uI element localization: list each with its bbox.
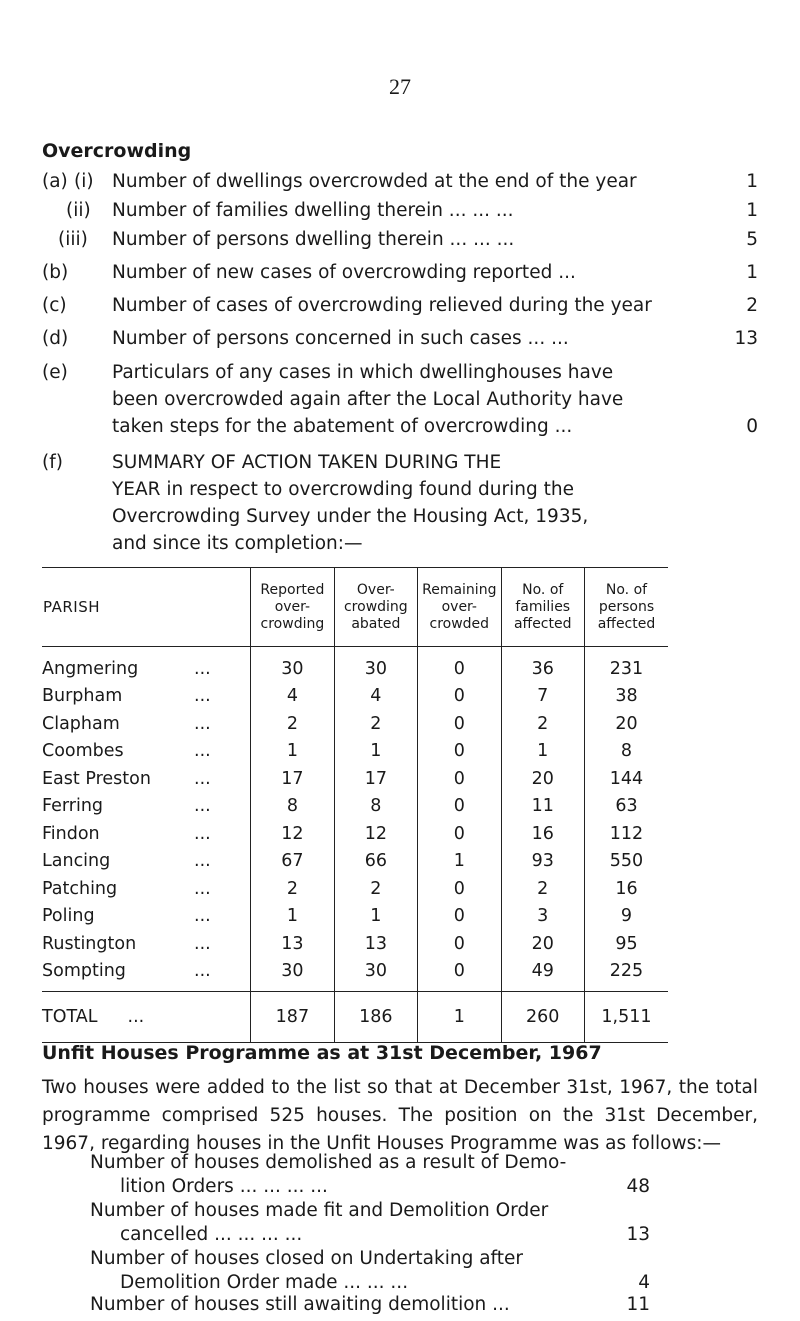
cell-families: 7: [501, 683, 584, 711]
cell-remaining: 0: [418, 875, 501, 903]
item-f-text-line-1: SUMMARY OF ACTION TAKEN DURING THE: [112, 452, 502, 473]
cell-reported: 13: [251, 930, 334, 958]
cell-families: 20: [501, 930, 584, 958]
item-f-text-line-4: and since its completion:—: [112, 533, 363, 554]
cell-parish: Lancing ...: [42, 851, 211, 872]
cell-abated: 2: [334, 875, 417, 903]
made-fit-value: 13: [626, 1224, 650, 1245]
cell-remaining: 0: [418, 683, 501, 711]
cell-families: 49: [501, 958, 584, 992]
cell-persons: 95: [584, 930, 668, 958]
item-c-value: 2: [746, 295, 758, 316]
cell-abated: 1: [334, 903, 417, 931]
cell-families: 16: [501, 820, 584, 848]
item-a-i-label: (i): [74, 171, 94, 192]
page-number: 27: [389, 74, 411, 99]
cell-reported: 1: [251, 738, 334, 766]
cell-families: 3: [501, 903, 584, 931]
demolished-value: 48: [626, 1176, 650, 1197]
table-row: [42, 683, 668, 711]
table-row: [42, 930, 668, 958]
cell-abated: 12: [334, 820, 417, 848]
cell-remaining: 0: [418, 793, 501, 821]
item-e-text-line-3: taken steps for the abatement of overcrowding ...: [112, 416, 573, 437]
cell-reported: 12: [251, 820, 334, 848]
item-d-text: Number of persons concerned in such cases ... ...: [112, 328, 569, 349]
cell-persons: 231: [584, 647, 668, 683]
cell-remaining: 0: [418, 930, 501, 958]
cell-parish: Angmering ...: [42, 658, 211, 679]
cell-abated: 1: [334, 738, 417, 766]
cell-persons: 9: [584, 903, 668, 931]
cell-reported: 30: [251, 647, 334, 683]
cell-families: 11: [501, 793, 584, 821]
cell-remaining: 0: [418, 820, 501, 848]
item-e-label: (e): [42, 362, 68, 383]
item-f-text-line-2: YEAR in respect to overcrowding found during the: [112, 479, 574, 500]
cell-remaining: 0: [418, 765, 501, 793]
cell-remaining: 0: [418, 647, 501, 683]
unfit-houses-paragraph: Two houses were added to the list so that at December 31st, 1967, the total programme comprised 525 houses. The position on the 31st December, 1967, regarding houses in the Unfit Houses Programme was as follows:—: [42, 1077, 758, 1154]
item-e-value: 0: [746, 416, 758, 437]
item-c-label: (c): [42, 295, 67, 316]
cell-abated: 17: [334, 765, 417, 793]
overcrowding-heading: Overcrowding: [42, 140, 192, 162]
item-e-text-line-1: Particulars of any cases in which dwellinghouses have: [112, 362, 614, 383]
demolished-line-1: Number of houses demolished as a result of Demo-: [90, 1152, 567, 1173]
awaiting-line: Number of houses still awaiting demolition ...: [90, 1294, 510, 1315]
table-row: [42, 647, 668, 683]
cell-families: 2: [501, 710, 584, 738]
header-persons: No. of persons affected: [584, 568, 668, 647]
item-b-value: 1: [746, 262, 758, 283]
cell-remaining: 0: [418, 958, 501, 992]
cell-reported: 30: [251, 958, 334, 992]
item-d-value: 13: [734, 328, 758, 349]
item-a-ii-text: Number of families dwelling therein ... ... ...: [112, 200, 514, 221]
cell-persons: 63: [584, 793, 668, 821]
cell-reported: 2: [251, 710, 334, 738]
cell-families: 1: [501, 738, 584, 766]
cell-parish: East Preston ...: [42, 768, 211, 789]
cell-reported: 4: [251, 683, 334, 711]
table-row: [42, 848, 668, 876]
header-remaining: Remaining over- crowded: [418, 568, 501, 647]
overcrowding-summary-table: [42, 567, 668, 1043]
item-a-ii-value: 1: [746, 200, 758, 221]
cell-parish: Poling ...: [42, 906, 211, 927]
item-a-i-text: Number of dwellings overcrowded at the end of the year: [112, 171, 637, 192]
cell-families: 2: [501, 875, 584, 903]
cell-reported: 67: [251, 848, 334, 876]
cell-families: 93: [501, 848, 584, 876]
item-a-ii-label: (ii): [66, 200, 91, 221]
cell-families: 36: [501, 647, 584, 683]
cell-parish: Rustington ...: [42, 933, 211, 954]
item-f-label: (f): [42, 452, 63, 473]
total-label: TOTAL ...: [42, 992, 251, 1043]
cell-reported: 17: [251, 765, 334, 793]
cell-parish: Patching ...: [42, 878, 211, 899]
cell-families: 20: [501, 765, 584, 793]
table-row: [42, 738, 668, 766]
total-reported: 187: [251, 992, 334, 1043]
table-header-row: [42, 568, 668, 647]
cell-abated: 30: [334, 647, 417, 683]
header-reported: Reported over- crowding: [251, 568, 334, 647]
table-body: [42, 647, 668, 992]
cell-remaining: 0: [418, 710, 501, 738]
item-a-iii-value: 5: [746, 229, 758, 250]
cell-persons: 144: [584, 765, 668, 793]
cell-remaining: 0: [418, 903, 501, 931]
cell-persons: 225: [584, 958, 668, 992]
closed-line-1: Number of houses closed on Undertaking after: [90, 1248, 523, 1269]
table-row: [42, 765, 668, 793]
header-parish: PARISH: [42, 568, 251, 647]
cell-persons: 112: [584, 820, 668, 848]
item-b-label: (b): [42, 262, 69, 283]
header-abated: Over- crowding abated: [334, 568, 417, 647]
item-a-label: (a): [42, 171, 68, 192]
cell-persons: 550: [584, 848, 668, 876]
item-b-text: Number of new cases of overcrowding reported ...: [112, 262, 576, 283]
cell-remaining: 0: [418, 738, 501, 766]
item-a-iii-label: (iii): [58, 229, 88, 250]
cell-reported: 1: [251, 903, 334, 931]
cell-abated: 13: [334, 930, 417, 958]
made-fit-line-1: Number of houses made fit and Demolition Order: [90, 1200, 549, 1221]
cell-persons: 20: [584, 710, 668, 738]
item-a-iii-text: Number of persons dwelling therein ... ... ...: [112, 229, 515, 250]
demolished-line-2: lition Orders ... ... ... ...: [120, 1176, 328, 1197]
cell-parish: Coombes ...: [42, 741, 211, 762]
cell-abated: 8: [334, 793, 417, 821]
awaiting-value: 11: [626, 1294, 650, 1315]
closed-value: 4: [638, 1272, 650, 1293]
item-f-text-line-3: Overcrowding Survey under the Housing Act, 1935,: [112, 506, 589, 527]
table-row: [42, 710, 668, 738]
cell-reported: 8: [251, 793, 334, 821]
total-abated: 186: [334, 992, 417, 1043]
cell-persons: 8: [584, 738, 668, 766]
cell-remaining: 1: [418, 848, 501, 876]
closed-line-2: Demolition Order made ... ... ...: [120, 1272, 409, 1293]
cell-persons: 16: [584, 875, 668, 903]
item-a-i-value: 1: [746, 171, 758, 192]
total-families: 260: [501, 992, 584, 1043]
cell-abated: 30: [334, 958, 417, 992]
item-e-text-line-2: been overcrowded again after the Local Authority have: [112, 389, 624, 410]
table-row: [42, 903, 668, 931]
made-fit-line-2: cancelled ... ... ... ...: [120, 1224, 303, 1245]
table-total-row: [42, 992, 668, 1043]
item-d-label: (d): [42, 328, 69, 349]
cell-abated: 2: [334, 710, 417, 738]
cell-parish: Burpham ...: [42, 686, 211, 707]
total-remaining: 1: [418, 992, 501, 1043]
cell-parish: Sompting ...: [42, 961, 211, 982]
total-persons: 1,511: [584, 992, 668, 1043]
table-row: [42, 958, 668, 992]
cell-abated: 66: [334, 848, 417, 876]
cell-parish: Ferring ...: [42, 796, 211, 817]
table-row: [42, 793, 668, 821]
unfit-houses-heading: Unfit Houses Programme as at 31st December, 1967: [42, 1042, 602, 1064]
cell-reported: 2: [251, 875, 334, 903]
item-c-text: Number of cases of overcrowding relieved during the year: [112, 295, 652, 316]
cell-abated: 4: [334, 683, 417, 711]
table-row: [42, 820, 668, 848]
header-families: No. of families affected: [501, 568, 584, 647]
table-row: [42, 875, 668, 903]
cell-persons: 38: [584, 683, 668, 711]
cell-parish: Findon ...: [42, 823, 211, 844]
cell-parish: Clapham ...: [42, 713, 211, 734]
